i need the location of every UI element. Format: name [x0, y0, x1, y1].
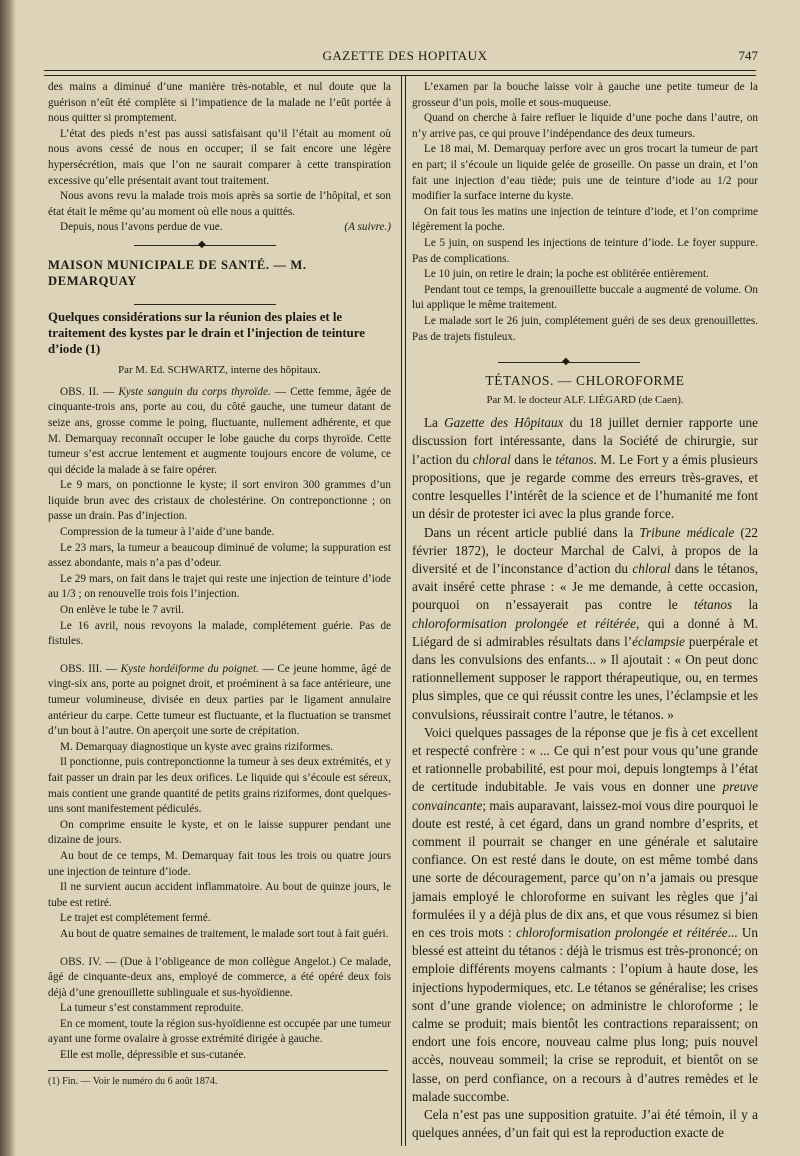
paragraph: Le 10 juin, on retire le drain; la poche est oblitérée entièrement. [424, 268, 709, 281]
text: La [424, 415, 445, 431]
page-number: 747 [738, 48, 758, 63]
text: . M. Le Fort y a émis plusieurs propositions, que je regarde comme des erreurs très-graves, et contre lesquelles l’intérêt de la science et de l’humanité me font un désir de protester ici avec la plus grande force. [412, 451, 758, 522]
paragraph: En ce moment, toute la région sus-hyoïdienne est occupée par une tumeur ayant une forme ovalaire à grosse extrémité dirigée à gauche. [48, 1017, 391, 1046]
text: la [732, 597, 758, 613]
paragraph: M. Demarquay diagnostique un kyste avec grains riziformes. [60, 740, 334, 753]
article-author: Par M. Ed. SCHWARTZ, interne des hôpitaux. [118, 364, 321, 377]
paragraph-text: Depuis, nous l’avons perdue de vue. [60, 221, 223, 234]
paragraph: Nous avons revu la malade trois mois après sa sortie de l’hôpital, et son état était le même qu’au moment où elle nous a quittés. [48, 190, 391, 218]
emphasis: Tribune médicale [639, 524, 735, 540]
paragraph: Le trajet est complétement fermé. [60, 912, 211, 925]
paragraph [412, 414, 758, 523]
article-body [412, 414, 758, 1142]
emphasis: tétanos [694, 597, 733, 613]
paragraph: Le 23 mars, la tumeur a beaucoup diminué de volume; la suppuration est assez abondante, mais n’a pas d’odeur. [48, 541, 391, 570]
ornamental-separator: ◆ [48, 238, 391, 252]
text: du 18 juillet dernier rapporte une discussion fort intéressante, dans la Société de chirurgie, sur l’action du [412, 415, 758, 467]
observation-3 [48, 662, 391, 740]
text: (22 février 1872), le docteur Marchal de Calvi, à propos de la diversité et de l’inconstance d’action du [412, 524, 758, 576]
paragraph: Le 18 mai, M. Demarquay perfore avec un gros trocart la tumeur de part en part; il s’écoule un liquide gelée de groseille. On passe un drain, et l’on fait une injection d’eau tiède; puis une de teinture d’iode au 1/2 pour modifier la surface interne du kyste. [412, 143, 758, 203]
paragraph: Cela n’est pas une supposition gratuite. J’ai été témoin, il y a quelques années, d’un fait qui est la reproduction exacte de [412, 1107, 758, 1141]
paragraph: des mains a diminué d’une manière très-notable, et nul doute que la guérison n’eût été complète si l’impatience de la malade ne l’eût portée à nous quitter si promptement. [48, 81, 391, 125]
text: ; mais auparavant, laissez-moi vous dire pourquoi le doute est resté, à cet égard, dans un grand nombre d’esprits, et comment il pourrait se changer en une générale et salutaire confiance. On est resté dans le doute, on est même tombé dans une sorte de découragement, parce qu’on n’a jamais ou presque jamais employé le chloroforme en suivant les règles que j’ai formulées il y a déjà plus de dix ans, et que vous résumez si bien en ces trois mots : [412, 797, 758, 940]
text: puerpérale et dans les convulsions des enfants... » Il ajoutait : « On peut donc rationnellement supposer le rapport thérapeutique, ou, en termes plus simples, que ce qui réussit contre les unes, l’éclampsie et les convulsions, réussirait contre l’autre, le tétanos. » [412, 633, 758, 722]
page-header [48, 46, 762, 66]
text: Dans un récent article publié dans la [424, 524, 640, 540]
paragraph: On enlève le tube le 7 avril. [60, 604, 184, 617]
paragraph: Le 16 avril, nous revoyons la malade, complétement guérie. Pas de fistules. [48, 619, 391, 648]
right-column [412, 80, 758, 1142]
paragraph: Il ponctionne, puis contreponctionne la tumeur à ses deux extrémités, et y fait passer un drain par les deux orifices. Le liquide qui s’écoule est séreux, mais contient une grande quantité de petits grains riziformes, dont quelques-uns sont manifestement pédiculés. [48, 756, 391, 816]
emphasis: chloroformisation prolongée et réitérée [412, 615, 636, 631]
observation-2 [48, 385, 391, 479]
paragraph [412, 524, 758, 724]
paragraph: On comprime ensuite le kyste, et on le laisse suppurer pendant une dizaine de jours. [48, 818, 391, 847]
observation-text: (Due à l’obligeance de mon collègue Angelot.) Ce malade, âgé de cinquante-deux ans, employé de commerce, a été opéré deux fois déjà d’une grenouillette sublinguale et sus-hyoïdienne. [48, 955, 392, 999]
observation-text: — Ce jeune homme, âgé de vingt-six ans, porte au poignet droit, et proéminent à sa face antérieure, une tumeur volumineuse, divisée en deux parties par le ligament annulaire antérieur du carpe. Cette tumeur est fluctuante, et la fluctuation se transmet d’un bout à l’autre. On aperçoit une sorte de crépitation. [48, 662, 391, 738]
left-column [48, 80, 391, 1089]
paragraph: On fait tous les matins une injection de teinture d’iode, et l’on comprime légèrement la poche. [412, 205, 758, 234]
header-double-rule [44, 70, 756, 76]
paragraph [48, 220, 391, 236]
paragraph: Il ne survient aucun accident inflammatoire. Au bout de quinze jours, le tube est retiré. [48, 881, 391, 909]
emphasis: chloroformisation prolongée et réitérée [516, 924, 728, 940]
separator-rule [48, 297, 391, 303]
footnote: (1) Fin. — Voir le numéro du 6 août 1874. [48, 1075, 218, 1087]
running-title: GAZETTE DES HOPITAUX [322, 48, 488, 63]
text: , qui a donné à M. Liégard de si admirables résultats dans l’ [412, 615, 758, 649]
observation-text: — Cette femme, âgée de cinquante-trois ans, porte au cou, du côté gauche, une tumeur datant de seize ans, grosse comme le poing, fluctuante, nullement adhérente, et que M. Demarquay reconnaît occuper le lobe gauche du corps thyroïde. Cette tumeur s’est accrue lentement et augmente toujours encore de volume, ce qui décide la malade à se faire opérer. [48, 385, 392, 476]
emphasis: tétanos [555, 451, 594, 467]
paragraph: Quand on cherche à faire refluer le liquide d’une poche dans l’autre, on n’y arrive pas, ce qui prouve l’indépendance des deux tumeurs. [412, 112, 758, 140]
paragraph: Compression de la tumeur à l’aide d’une bande. [60, 526, 275, 539]
emphasis: éclampsie [632, 633, 685, 649]
observation-label: OBS. II. — [60, 385, 115, 398]
observation-label: OBS. III. — [60, 662, 118, 675]
paragraph [412, 724, 758, 1106]
to-be-continued: (A suivre.) [344, 221, 391, 234]
paragraph: La tumeur s’est constamment reproduite. [60, 1002, 244, 1015]
emphasis: chloral [472, 451, 511, 467]
paragraph: L’examen par la bouche laisse voir à gauche une petite tumeur de la grosseur d’un pois, molle et sous-muqueuse. [412, 81, 758, 109]
text: dans le tétanos, avait inséré cette phrase : « Je me demande, à cette occasion, pourquoi on n’essayerait pas contre le [412, 560, 758, 613]
column-divider [401, 76, 406, 1146]
page-binding-edge [0, 0, 16, 1156]
text: ... Un blessé est atteint du tétanos : déjà le trismus est très-prononcé; on emploie différents moyens calmants : l’opium à haute dose, les injections hypodermiques, etc. Le tétanos se généralise; les crises sont d’une grande violence; on administre le chloroforme ; le calme se produit; mais bientôt les contractions reparaissent; on endort une fois encore, nouveau calme plus long; puis nouvel accès, nouveau sommeil; la crise se reproduit, et bientôt on se lasse, on perd confiance, on a recours à d’autres remèdes et le malade succombe. [412, 924, 759, 1104]
observation-title: Kyste hordéiforme du poignet. [120, 662, 259, 675]
text: Voici quelques passages de la réponse que je fis à cet excellent et respecté confrère : « ... Ce qui n’est pour vous qu’une grande et rationnelle probabilité, est pour moi, depuis longtemps à l’état de certitude indubitable. Je vais vous en donner une [412, 724, 758, 795]
section-heading: MAISON MUNICIPALE DE SANTÉ. — M. DEMARQUAY [48, 257, 307, 288]
emphasis: chloral [632, 560, 671, 576]
paragraph: Le 9 mars, on ponctionne le kyste; il sort environ 300 grammes d’un liquide brun avec des cristaux de cholestérine. On contreponctionne ; on passe un drain. Pas d’injection. [48, 479, 391, 523]
paragraph: Le 5 juin, on suspend les injections de teinture d’iode. Le foyer suppure. Pas de complications. [412, 236, 758, 265]
paragraph: Le malade sort le 26 juin, complétement guéri de ses deux grenouillettes. Pas de trajets fistuleux. [412, 314, 758, 343]
footnote-rule [48, 1070, 388, 1071]
paragraph: Au bout de ce temps, M. Demarquay fait tous les trois ou quatre jours une injection de teinture d’iode. [48, 849, 391, 878]
paragraph: Pendant tout ce temps, la grenouillette buccale a augmenté de volume. On lui applique le même traitement. [412, 283, 758, 312]
text: dans le [510, 451, 556, 467]
emphasis: preuve convaincante [412, 779, 758, 813]
emphasis: Gazette des Hôpitaux [444, 415, 564, 431]
paragraph: Le 29 mars, on fait dans le trajet qui reste une injection de teinture d’iode au 1/3 ; on renouvelle trois fois l’injection. [48, 572, 391, 601]
article-author: Par M. le docteur ALF. LIÉGARD (de Caen). [486, 393, 684, 406]
paragraph: Elle est molle, dépressible et sus-cutanée. [60, 1049, 247, 1062]
observation-4 [48, 955, 391, 1002]
article-title: Quelques considérations sur la réunion des plaies et le traitement des kystes par le drain et l’injection de teinture d’iode (1) [48, 310, 365, 357]
observation-title: Kyste sanguin du corps thyroïde. [118, 385, 271, 398]
ornamental-separator: ◆ [412, 355, 758, 369]
observation-label: OBS. IV. — [60, 955, 117, 968]
paragraph: L’état des pieds n’est pas aussi satisfaisant qu’il l’était au moment où nous avons cessé de nous en occuper; il se fait encore une légère hypersécrétion, mais que l’on ne saurait comparer à cette transpiration excessive qu’elle présentait avant tout traitement. [48, 127, 391, 187]
section-heading: TÉTANOS. — CHLOROFORME [485, 373, 685, 389]
paragraph: Au bout de quatre semaines de traitement, le malade sort tout à fait guéri. [60, 927, 389, 940]
